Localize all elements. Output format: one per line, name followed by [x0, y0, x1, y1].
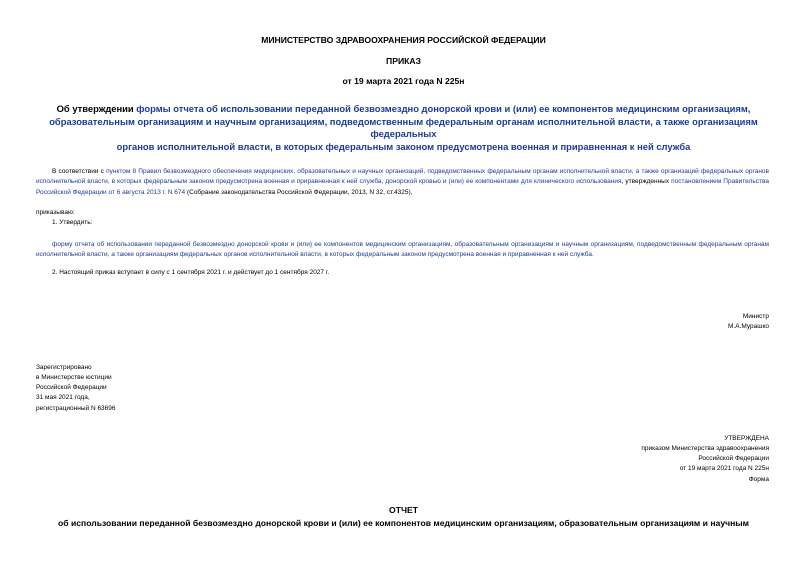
- form-link-part-2[interactable]: образовательным организациям и научным организациям, подведомственным федеральным органам исполнительной власти, а также организациям федеральных: [49, 115, 758, 140]
- order-title-prefix: Об утверждении: [56, 103, 137, 114]
- report-title: ОТЧЕТ: [389, 505, 418, 515]
- form-link-part-1[interactable]: формы отчета об использовании переданной безвозмездно донорской крови и (или) ее компонентов медицинским организациям,: [136, 103, 751, 114]
- order-title-line-1: [36, 103, 771, 116]
- preamble-text-2: , утвержденных: [621, 178, 672, 186]
- approval-line: УТВЕРЖДЕНА: [724, 435, 769, 442]
- approval-line: Форма: [748, 476, 769, 483]
- approved-form-link[interactable]: форму отчета об использовании переданной безвозмездно донорской крови и (или) ее компонентов медицинским организациям, образовательным организациям и научным организациям, подведомственным федеральным органам исполнительной власти, а также организациям федеральных органов исполнительной власти, в которых федеральным законом предусмотрена военная и приравненная к ней служба.: [36, 241, 769, 259]
- signature-name: М.А.Мурашко: [727, 323, 769, 330]
- ministry-heading: МИНИСТЕРСТВО ЗДРАВООХРАНЕНИЯ РОССИЙСКОЙ ФЕДЕРАЦИИ: [261, 35, 546, 45]
- rules-point-8-link[interactable]: пунктом 8 Правил безвозмездного обеспечения медицинских, образовательных и научных организаций, подведомственных федеральным органам исполнительной власти, а также организаций федеральных органов исполнительной власти, в которых федеральным законом предусмотрена военная и приравненная к ней служба, донорской кровью и (или) ее компонентами для клинического использования: [36, 168, 770, 186]
- preamble-text-3: (Собрание законодательства Российской Федерации, 2013, N 32, ст.4325),: [185, 188, 413, 196]
- signature-position: Министр: [742, 313, 769, 320]
- approval-line: приказом Министерства здравоохранения: [641, 445, 769, 452]
- item-2-text: 2. Настоящий приказ вступает в силу с 1 сентября 2021 г. и действует до 1 сентября 2027 г.: [52, 269, 330, 276]
- approval-line: от 19 марта 2021 года N 225н: [679, 465, 769, 472]
- order-word: приказываю:: [36, 209, 75, 216]
- report-subtitle: об использовании переданной безвозмездно донорской крови и (или) ее компонентов медицинским организациям, образовательным организациям и научным: [58, 518, 749, 528]
- preamble-paragraph: [36, 167, 769, 198]
- registration-line: регистрационный N 63696: [36, 405, 116, 412]
- registration-line: Российской Федерации: [36, 384, 107, 391]
- government-decree-link[interactable]: постановлением Правительства Российской Федерации от 6 августа 2013 г. N 674: [36, 178, 769, 196]
- registration-line: в Министерстве юстиции: [36, 374, 112, 381]
- order-title: [36, 103, 771, 153]
- preamble-text-1: В соответствии с: [52, 168, 107, 175]
- approval-line: Российской Федерации: [698, 455, 769, 462]
- registration-line: Зарегистрировано: [36, 364, 92, 371]
- doc-date-number: от 19 марта 2021 года N 225н: [342, 76, 465, 86]
- form-link-part-3[interactable]: органов исполнительной власти, в которых федеральным законом предусмотрена военная и приравненная к ней служба: [116, 140, 691, 152]
- registration-line: 31 мая 2021 года,: [36, 394, 90, 401]
- item-1-label: 1. Утвердить:: [52, 219, 93, 226]
- doc-type-heading: ПРИКАЗ: [386, 56, 421, 66]
